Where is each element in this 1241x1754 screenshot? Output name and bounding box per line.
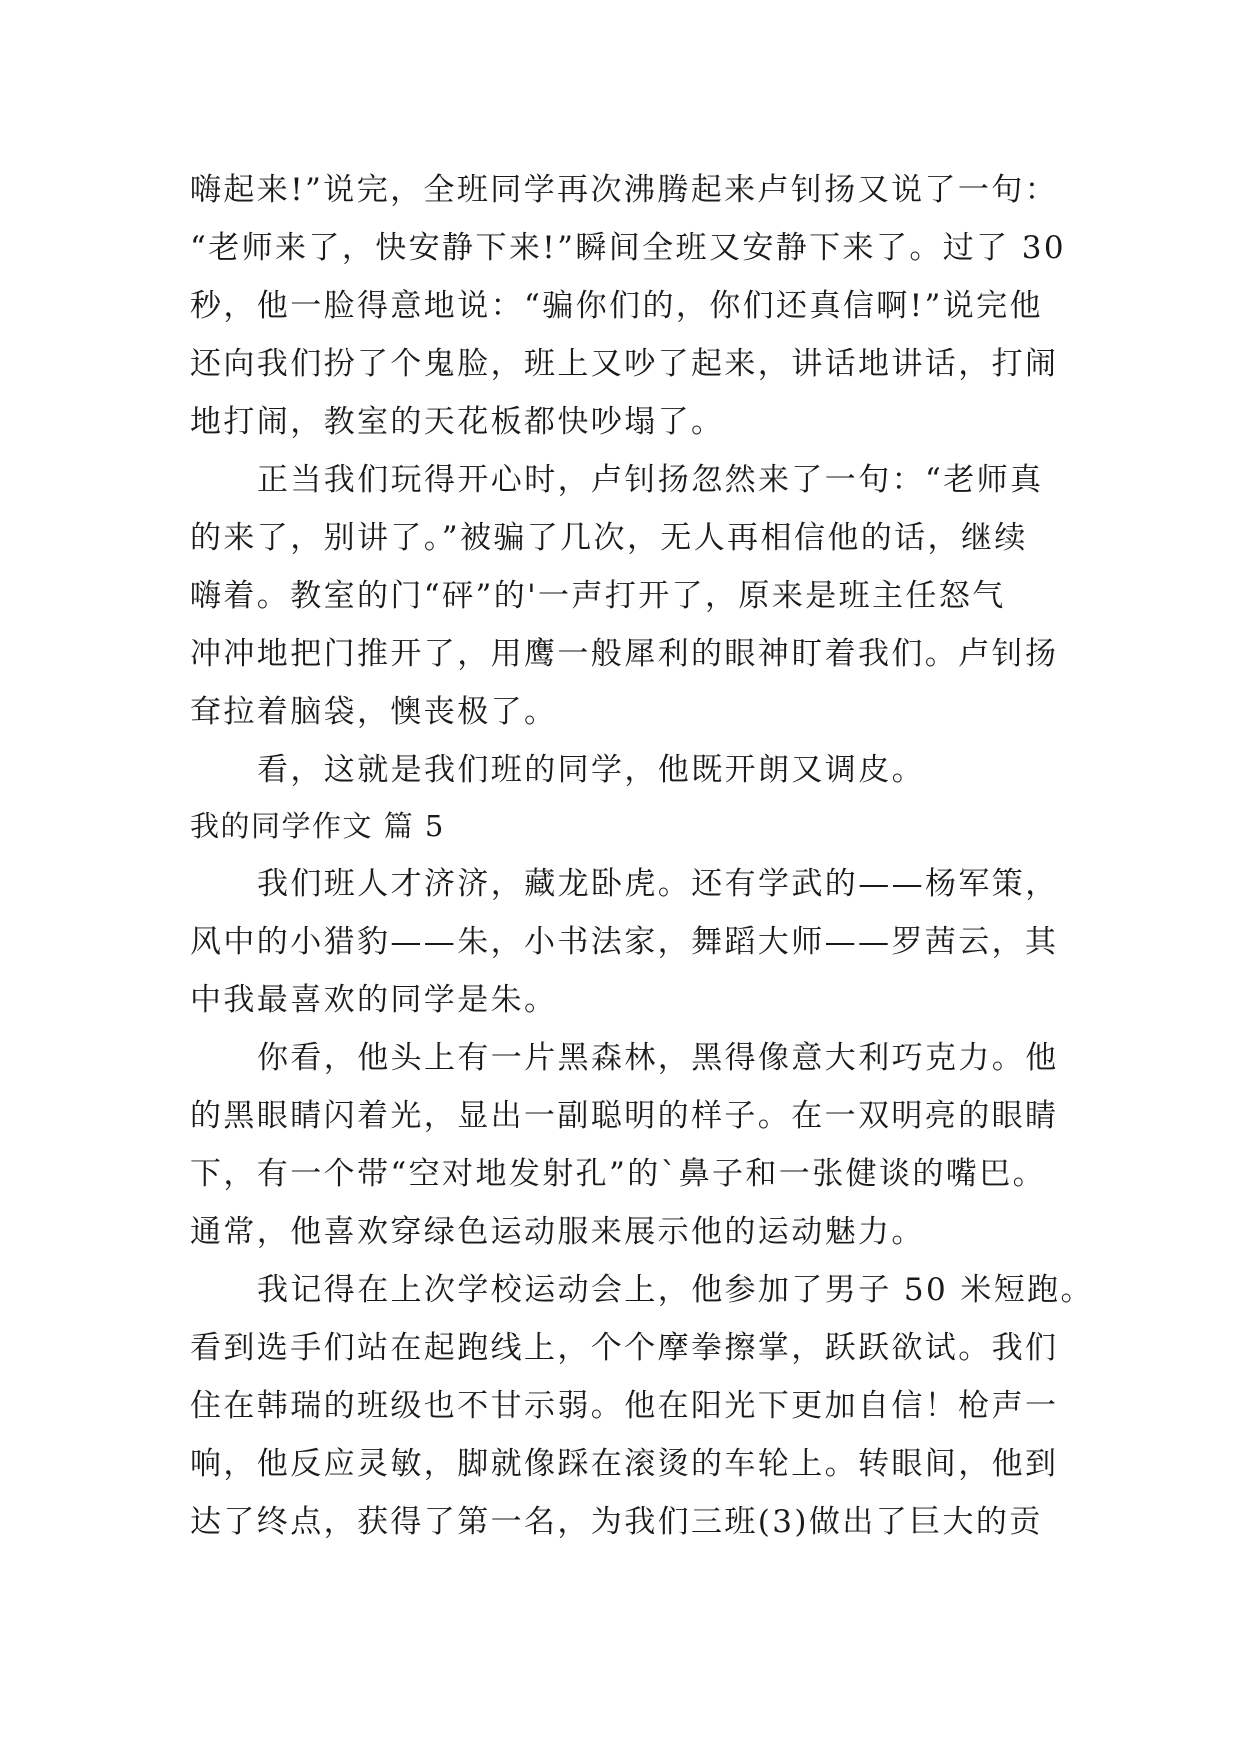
text-line: 冲冲地把门推开了，用鹰一般犀利的眼神盯着我们。卢钊扬 <box>190 636 1059 672</box>
paragraph-first-line: 我记得在上次学校运动会上，他参加了男子 50 米短跑。 <box>257 1272 1094 1308</box>
paragraph-first-line: 你看，他头上有一片黑森林，黑得像意大利巧克力。他 <box>257 1040 1059 1076</box>
text-line: 秒，他一脸得意地说：“骗你们的，你们还真信啊!”说完他 <box>190 288 1043 324</box>
text-line: 耷拉着脑袋，懊丧极了。 <box>190 694 558 730</box>
text-line: “老师来了，快安静下来!”瞬间全班又安静下来了。过了 30 <box>190 230 1067 266</box>
section-heading: 我的同学作文 篇 5 <box>190 809 445 843</box>
text-line: 通常，他喜欢穿绿色运动服来展示他的运动魅力。 <box>190 1214 925 1250</box>
text-line: 的来了，别讲了。”被骗了几次，无人再相信他的话，继续 <box>190 520 1028 556</box>
text-line: 的黑眼睛闪着光，显出一副聪明的样子。在一双明亮的眼睛 <box>190 1098 1059 1134</box>
text-line: 还向我们扮了个鬼脸，班上又吵了起来，讲话地讲话，打闹 <box>190 346 1059 382</box>
text-line: 中我最喜欢的同学是朱。 <box>190 982 558 1018</box>
text-line: 住在韩瑞的班级也不甘示弱。他在阳光下更加自信！枪声一 <box>190 1388 1059 1424</box>
text-line: 下，有一个带“空对地发射孔”的`鼻子和一张健谈的嘴巴。 <box>190 1156 1046 1192</box>
text-line: 达了终点，获得了第一名，为我们三班(3)做出了巨大的贡 <box>190 1504 1043 1540</box>
text-line: 响，他反应灵敏，脚就像踩在滚烫的车轮上。转眼间，他到 <box>190 1446 1059 1482</box>
paragraph-first-line: 正当我们玩得开心时，卢钊扬忽然来了一句：“老师真 <box>257 462 1044 498</box>
text-line: 嗨着。教室的门“砰”的'一声打开了，原来是班主任怒气 <box>190 578 1006 614</box>
text-line: 看到选手们站在起跑线上，个个摩拳擦掌，跃跃欲试。我们 <box>190 1330 1059 1366</box>
paragraph-first-line: 我们班人才济济，藏龙卧虎。还有学武的——杨军策， <box>257 866 1059 902</box>
paragraph-first-line: 看，这就是我们班的同学，他既开朗又调皮。 <box>257 752 925 788</box>
text-line: 风中的小猎豹——朱，小书法家，舞蹈大师——罗茜云，其 <box>190 924 1059 960</box>
text-line: 地打闹，教室的天花板都快吵塌了。 <box>190 404 725 440</box>
text-line: 嗨起来!”说完，全班同学再次沸腾起来卢钊扬又说了一句： <box>190 172 1059 208</box>
